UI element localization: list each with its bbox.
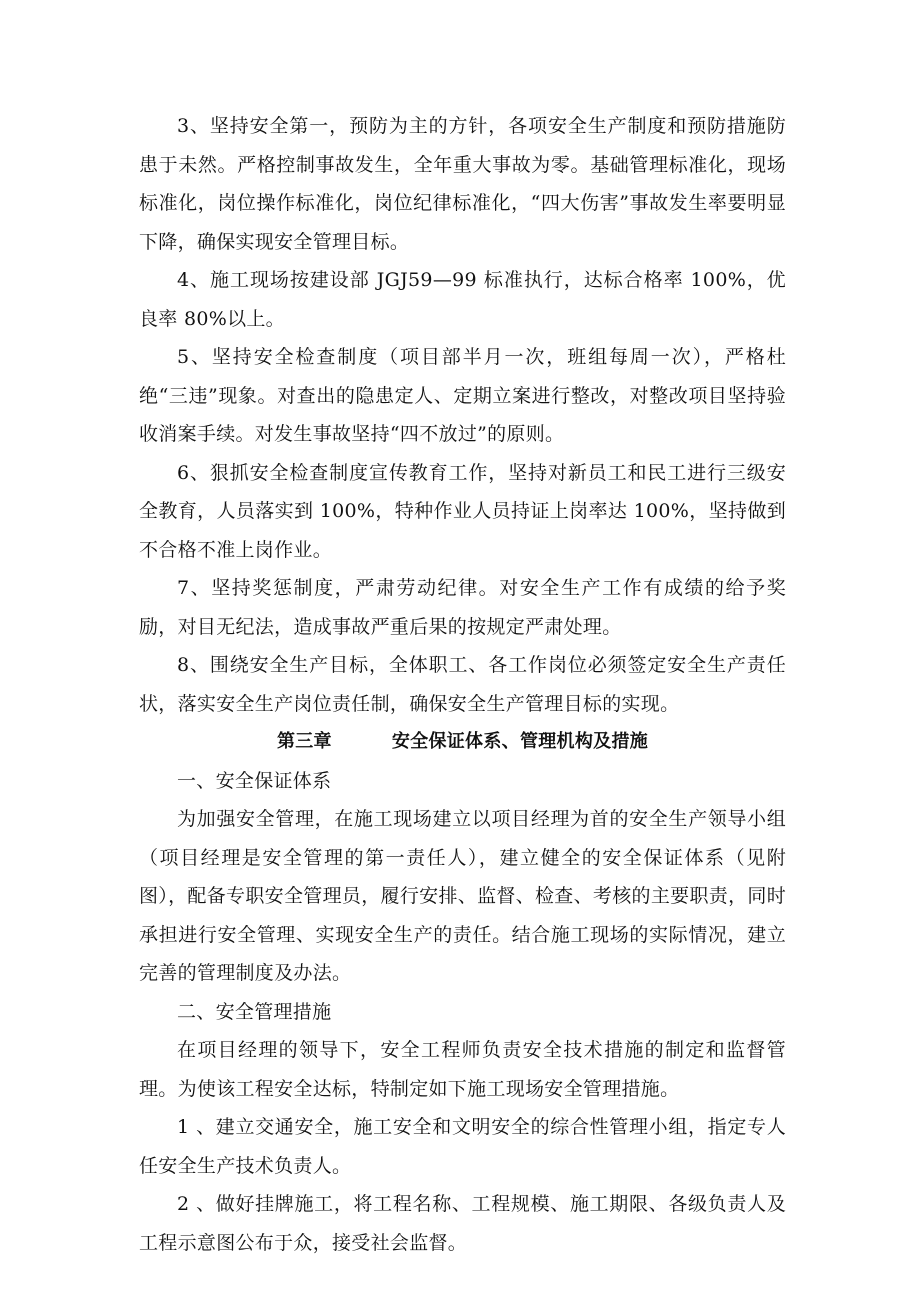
paragraph-item-8: 8、围绕安全生产目标，全体职工、各工作岗位必须签定安全生产责任状，落实安全生产岗位责任制，确保安全生产管理目标的实现。	[139, 654, 786, 715]
section-heading-1: 一、安全保证体系	[177, 769, 332, 792]
section-heading-2: 二、安全管理措施	[177, 1000, 332, 1023]
measure-item-2: 2 、做好挂牌施工，将工程名称、工程规模、施工期限、各级负责人及工程示意图公布于众，接受社会监督。	[139, 1193, 786, 1254]
paragraph-item-5: 5、坚持安全检查制度（项目部半月一次，班组每周一次），严格杜绝“三违”现象。对查出的隐患定人、定期立案进行整改，对整改项目坚持验收消案手续。对发生事故坚持“四不放过”的原则。	[139, 346, 786, 445]
paragraph-item-3: 3、坚持安全第一，预防为主的方针，各项安全生产制度和预防措施防患于未然。严格控制事故发生，全年重大事故为零。基础管理标准化，现场标准化，岗位操作标准化，岗位纪律标准化，“四大伤害”事故发生率要明显下降，确保实现安全管理目标。	[139, 115, 786, 253]
chapter-heading	[139, 723, 786, 762]
section-1-text: 为加强安全管理，在施工现场建立以项目经理为首的安全生产领导小组（项目经理是安全管理的第一责任人），建立健全的安全保证体系（见附图），配备专职安全管理员，履行安排、监督、检查、考核的主要职责，同时承担进行安全管理、实现安全生产的责任。结合施工现场的实际情况，建立完善的管理制度及办法。	[139, 808, 786, 984]
measure-item-1: 1 、建立交通安全，施工安全和文明安全的综合性管理小组，指定专人任安全生产技术负责人。	[139, 1116, 786, 1177]
document-body	[139, 107, 786, 1262]
chapter-number: 第三章	[276, 731, 332, 752]
section-2-text: 在项目经理的领导下，安全工程师负责安全技术措施的制定和监督管理。为使该工程安全达标，特制定如下施工现场安全管理措施。	[139, 1039, 786, 1100]
paragraph-item-4: 4、施工现场按建设部 JGJ59—99 标准执行，达标合格率 100%，优良率 80%以上。	[139, 269, 786, 330]
paragraph-item-6: 6、狠抓安全检查制度宣传教育工作，坚持对新员工和民工进行三级安全教育，人员落实到 100%，特种作业人员持证上岗率达 100%，坚持做到不合格不准上岗作业。	[139, 461, 786, 561]
chapter-title: 安全保证体系、管理机构及措施	[391, 731, 649, 752]
paragraph-item-7: 7、坚持奖惩制度，严肃劳动纪律。对安全生产工作有成绩的给予奖励，对目无纪法，造成事故严重后果的按规定严肃处理。	[139, 577, 786, 638]
